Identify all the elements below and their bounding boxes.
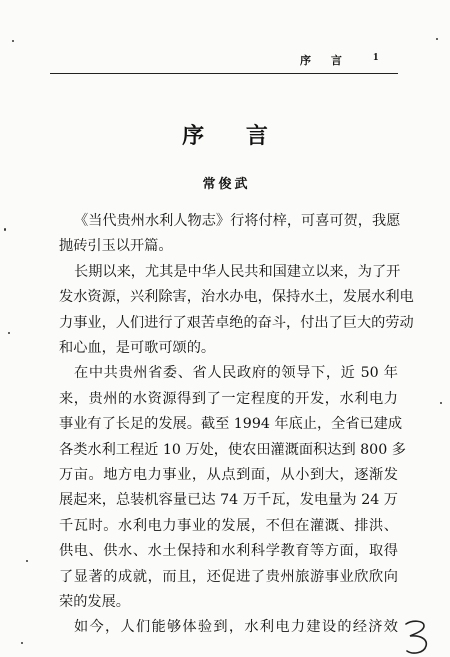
handwritten-page-mark <box>400 618 434 656</box>
text-line: 万亩。地方电力事业，从点到面，从小到大，逐渐发 <box>59 467 398 483</box>
running-head <box>50 52 398 66</box>
scan-speck <box>26 560 28 562</box>
text-line: 抛砖引玉以开篇。 <box>59 238 173 255</box>
text-line: 力事业，人们进行了艰苦卓绝的奋斗，付出了巨大的劳动 <box>59 314 414 331</box>
text-line: 发水资源，兴利除害，治水办电，保持水土，发展水利电 <box>59 289 414 306</box>
scan-speck <box>12 40 14 42</box>
text-line: 如今，人们能够体验到，水利电力建设的经济效 <box>74 619 398 636</box>
chapter-title: 序 言 <box>182 123 285 149</box>
header-rule <box>50 73 398 74</box>
scan-speck <box>8 332 10 334</box>
scan-speck <box>440 402 442 404</box>
running-head-page-number: 1 <box>373 51 379 63</box>
text-line: 荣的发展。 <box>59 594 130 610</box>
scan-speck <box>436 38 438 40</box>
author-name: 常俊武 <box>202 177 251 192</box>
text-line: 和心血，是可歌可颂的。 <box>59 340 216 356</box>
text-line: 各类水利工程近 10 万处，使农田灌溉面积达到 800 多 <box>59 441 406 458</box>
text-line: 来，贵州的水资源得到了一定程度的开发，水利电力 <box>59 390 398 407</box>
running-head-title: 序 言 <box>300 54 350 67</box>
text-line: 事业有了长足的发展。截至 1994 年底止，全省已建成 <box>59 416 403 433</box>
scan-speck <box>4 228 6 231</box>
text-line: 长期以来，尤其是中华人民共和国建立以来，为了开 <box>74 263 401 280</box>
text-line: 千瓦时。水利电力事业的发展，不但在灌溉、排洪、 <box>59 517 398 534</box>
text-line: 展起来，总装机容量已达 74 万千瓦，发电量为 24 万 <box>59 492 398 509</box>
text-line: 了显著的成就，而且，还促进了贵州旅游事业欣欣向 <box>59 568 398 585</box>
text-line: 在中共贵州省委、省人民政府的领导下，近 50 年 <box>74 365 398 382</box>
scan-speck <box>21 642 23 644</box>
text-line: 《当代贵州水利人物志》行将付梓，可喜可贺，我愿 <box>74 213 401 229</box>
text-line: 供电、供水、水土保持和水利科学教育等方面，取得 <box>59 543 398 560</box>
